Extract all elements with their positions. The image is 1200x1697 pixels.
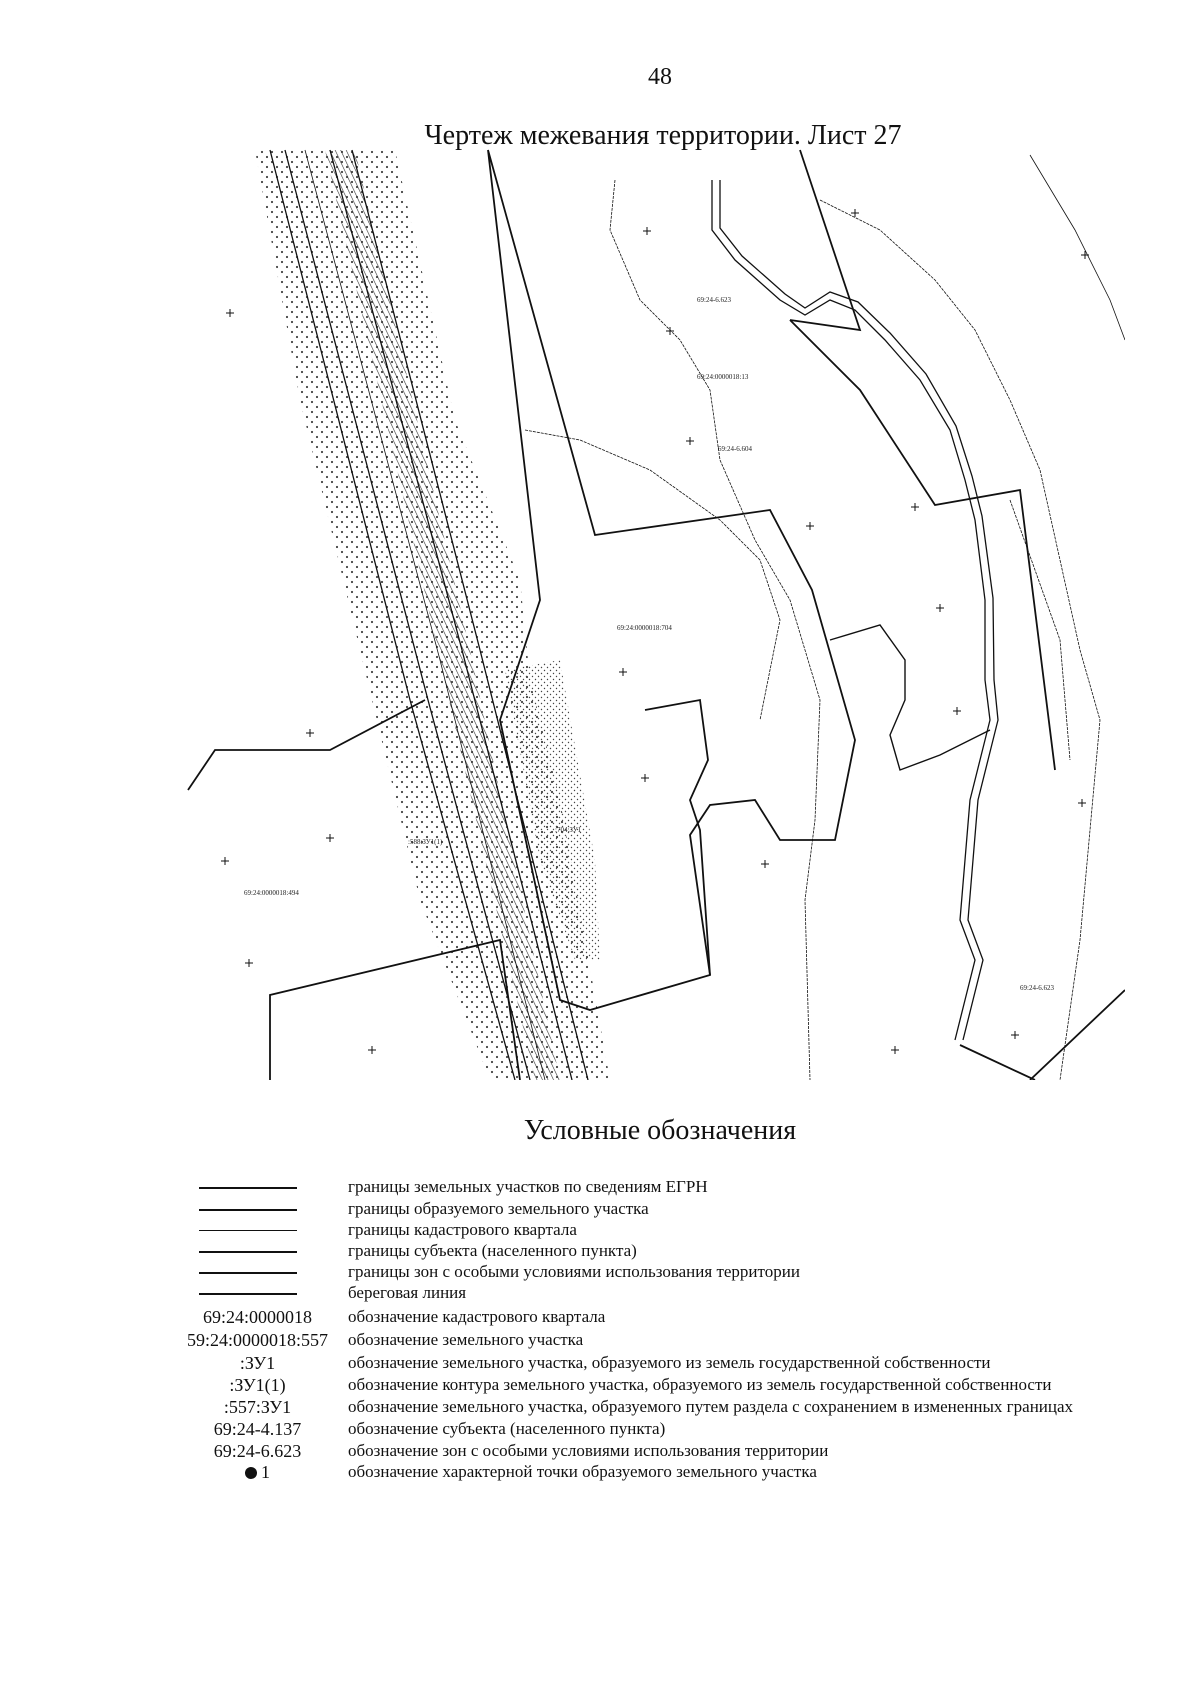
legend-item-settlement-label <box>0 1418 1200 1440</box>
point-number: 1 <box>261 1462 270 1482</box>
inner-parcel <box>645 700 710 975</box>
legend-description: обозначение субъекта (населенного пункта) <box>348 1419 666 1438</box>
legend-item-settlement-boundary <box>0 1240 1200 1262</box>
zone-line-e <box>1010 500 1070 760</box>
legend-line-symbol <box>175 1219 340 1241</box>
label-zone-right: 69:24-6.623 <box>1020 984 1055 992</box>
legend-description: границы зон с особыми условиями использования территории <box>348 1262 800 1281</box>
label-contour-zu1-1: :588:ЗУ1(1) <box>408 838 443 846</box>
legend-description: обозначение характерной точки образуемого земельного участка <box>348 1462 817 1481</box>
legend-line-symbol <box>175 1176 340 1198</box>
label-zone-top: 69:24-6.623 <box>697 296 732 304</box>
legend-item-split-parcel <box>0 1396 1200 1418</box>
legend-description: обозначение кадастрового квартала <box>348 1307 606 1326</box>
legend-description: обозначение контура земельного участка, образуемого из земель государственной собственности <box>348 1375 1052 1394</box>
legend-item-egrn-boundary <box>0 1176 1200 1198</box>
label-parcel-494: 69:24:0000018:494 <box>244 889 299 897</box>
river-bank-2 <box>720 180 998 1040</box>
legend-symbol-text: 69:24-4.137 <box>213 1419 302 1439</box>
legend-description: границы кадастрового квартала <box>348 1220 577 1239</box>
legend-line-symbol <box>175 1261 340 1283</box>
zone-line-b <box>820 200 1100 1080</box>
river-bank-1 <box>712 180 990 1040</box>
legend-item-zone-label <box>0 1440 1200 1462</box>
legend-item-state-parcel <box>0 1352 1200 1374</box>
legend-description: обозначение зон с особыми условиями использования территории <box>348 1441 829 1460</box>
legend-symbol-text: 59:24:0000018:557 <box>186 1330 328 1350</box>
legend-description: границы земельных участков по сведениям ЕГРН <box>348 1177 708 1196</box>
boundary-right-bottom <box>960 990 1125 1080</box>
point-dot-icon <box>245 1467 257 1479</box>
label-parcel-704: 69:24:0000018:704 <box>617 624 672 632</box>
legend-symbol-text: :ЗУ1 <box>239 1353 276 1373</box>
legend-symbol-text: :ЗУ1(1) <box>229 1375 286 1395</box>
zone-line-c <box>1030 155 1125 340</box>
legend-symbol-text: 69:24-6.623 <box>213 1441 302 1461</box>
legend-item-zone-boundary <box>0 1261 1200 1283</box>
legend-item-state-parcel-contour <box>0 1374 1200 1396</box>
legend-symbol-text: :557:ЗУ1 <box>223 1397 292 1417</box>
legend-description: границы субъекта (населенного пункта) <box>348 1241 637 1260</box>
legend-item-quarter-label <box>0 1306 1200 1328</box>
legend-item-shoreline <box>0 1282 1200 1304</box>
legend-item-parcel-label <box>0 1329 1200 1351</box>
label-704-zu1: :704:ЗУ1 <box>555 826 582 834</box>
legend-description: обозначение земельного участка, образуемого путем раздела с сохранением в измененных границах <box>348 1397 1074 1416</box>
legend-title: Условные обозначения <box>523 1115 797 1146</box>
page-number: 48 <box>648 64 672 90</box>
legend-line-symbol <box>175 1240 340 1262</box>
boundary-parcel-13 <box>790 320 1055 770</box>
zone-line-d <box>525 430 780 720</box>
legend-description: обозначение земельного участка, образуемого из земель государственной собственности <box>348 1353 991 1372</box>
legend-symbol-text: 69:24:0000018 <box>202 1307 312 1327</box>
label-zone-604: 69:24-6.604 <box>718 445 753 453</box>
legend-item-quarter-boundary <box>0 1219 1200 1241</box>
legend-point-symbol <box>175 1461 340 1483</box>
drawing-title: Чертеж межевания территории. Лист 27 <box>424 120 902 151</box>
legend-item-new-parcel-boundary <box>0 1198 1200 1220</box>
legend-line-symbol <box>175 1198 340 1220</box>
label-parcel-13: 69:24:0000018:13 <box>697 373 749 381</box>
legend-item-characteristic-point <box>0 1461 1200 1483</box>
legend-description: береговая линия <box>348 1283 467 1302</box>
legend-description: обозначение земельного участка <box>348 1330 584 1349</box>
legend-description: границы образуемого земельного участка <box>348 1199 649 1218</box>
legend-line-symbol <box>175 1282 340 1304</box>
